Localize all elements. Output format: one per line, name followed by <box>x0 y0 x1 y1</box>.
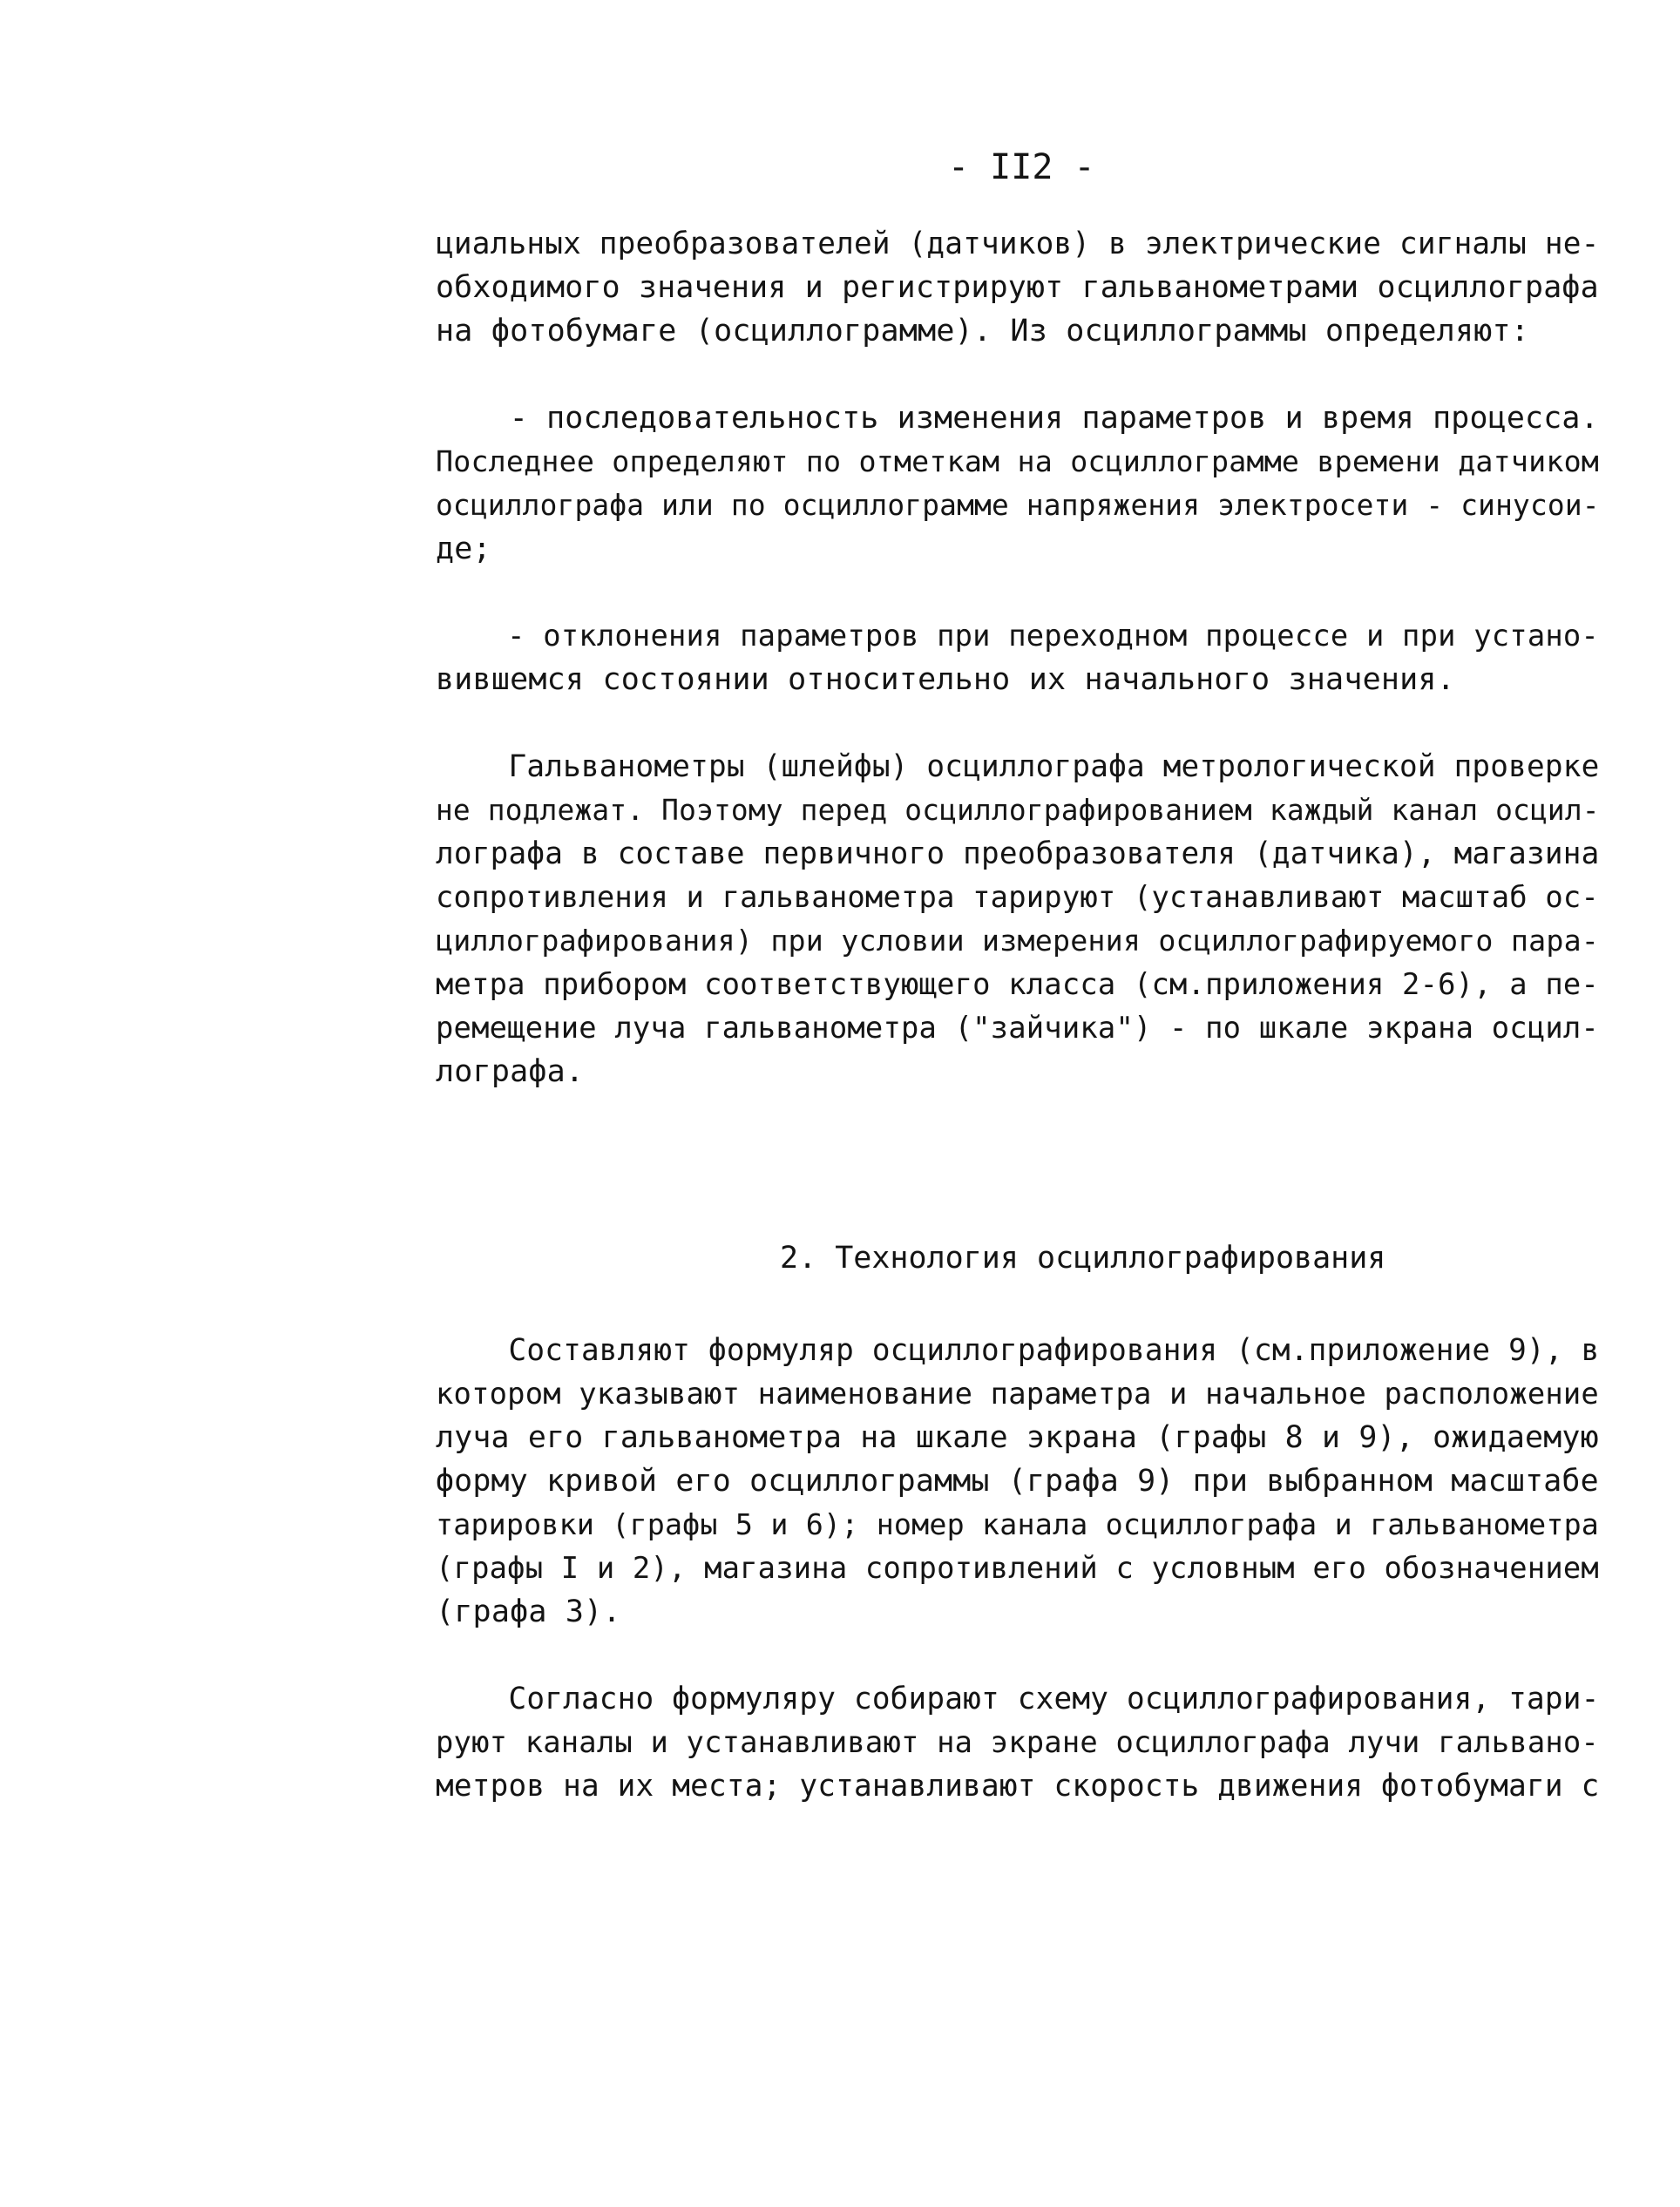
text-line: лографа. <box>436 1054 585 1089</box>
text-line: метра прибором соответствующего класса (см.приложения 2-6), а пе- <box>436 967 1599 1001</box>
text-line: не подлежат. Поэтому перед осциллографированием каждый канал осцил- <box>436 794 1600 827</box>
text-line: циллографирования) при условии измерения осциллографируемого пара- <box>436 924 1600 958</box>
text-line: котором указывают наименование параметра и начальное расположение <box>436 1377 1599 1411</box>
text-line: луча его гальванометра на шкале экрана (графы 8 и 9), ожидаемую <box>436 1420 1599 1455</box>
text-line: метров на их места; устанавливают скорость движения фотобумаги с <box>436 1769 1600 1804</box>
page-number: - II2 - <box>948 147 1095 187</box>
text-line: де; <box>436 531 491 566</box>
text-line: сопротивления и гальванометра тарируют (устанавливают масштаб ос- <box>436 880 1599 914</box>
text-line: - отклонения параметров при переходном процессе и при устано- <box>436 619 1599 653</box>
text-line: осциллографа или по осциллограмме напряжения электросети - синусои- <box>436 489 1600 522</box>
text-line: тарировки (графы 5 и 6); номер канала осциллографа и гальванометра <box>436 1507 1600 1541</box>
text-line: Согласно формуляру собирают схему осциллографирования, тари- <box>436 1682 1600 1716</box>
text-line: Гальванометры (шлейфы) осциллографа метрологической проверке <box>436 749 1600 784</box>
text-line: (графы I и 2), магазина сопротивлений с условным его обозначением <box>436 1551 1599 1585</box>
text-line: ремещение луча гальванометра ("зайчика") - по шкале экрана осцил- <box>436 1011 1599 1045</box>
text-line: Последнее определяют по отметкам на осциллограмме времени датчиком <box>436 444 1600 478</box>
text-line: циальных преобразователей (датчиков) в электрические сигналы не- <box>436 227 1600 261</box>
text-line: на фотобумаге (осциллограмме). Из осциллограммы определяют: <box>436 314 1530 349</box>
text-line: Составляют формуляр осциллографирования (см.приложение 9), в <box>436 1333 1600 1368</box>
text-line: (графа 3). <box>436 1594 621 1629</box>
section-heading: 2. Технология осциллографирования <box>780 1241 1386 1276</box>
text-line: вившемся состоянии относительно их начального значения. <box>436 662 1455 697</box>
text-line: лографа в составе первичного преобразователя (датчика), магазина <box>436 836 1600 871</box>
text-line: форму кривой его осциллограммы (графа 9) при выбранном масштабе <box>436 1464 1599 1499</box>
text-line: обходимого значения и регистрируют гальванометрами осциллографа <box>436 270 1599 305</box>
text-line: - последовательность изменения параметров и время процесса. <box>436 401 1599 436</box>
text-line: руют каналы и устанавливают на экране осциллографа лучи гальвано- <box>436 1725 1599 1759</box>
